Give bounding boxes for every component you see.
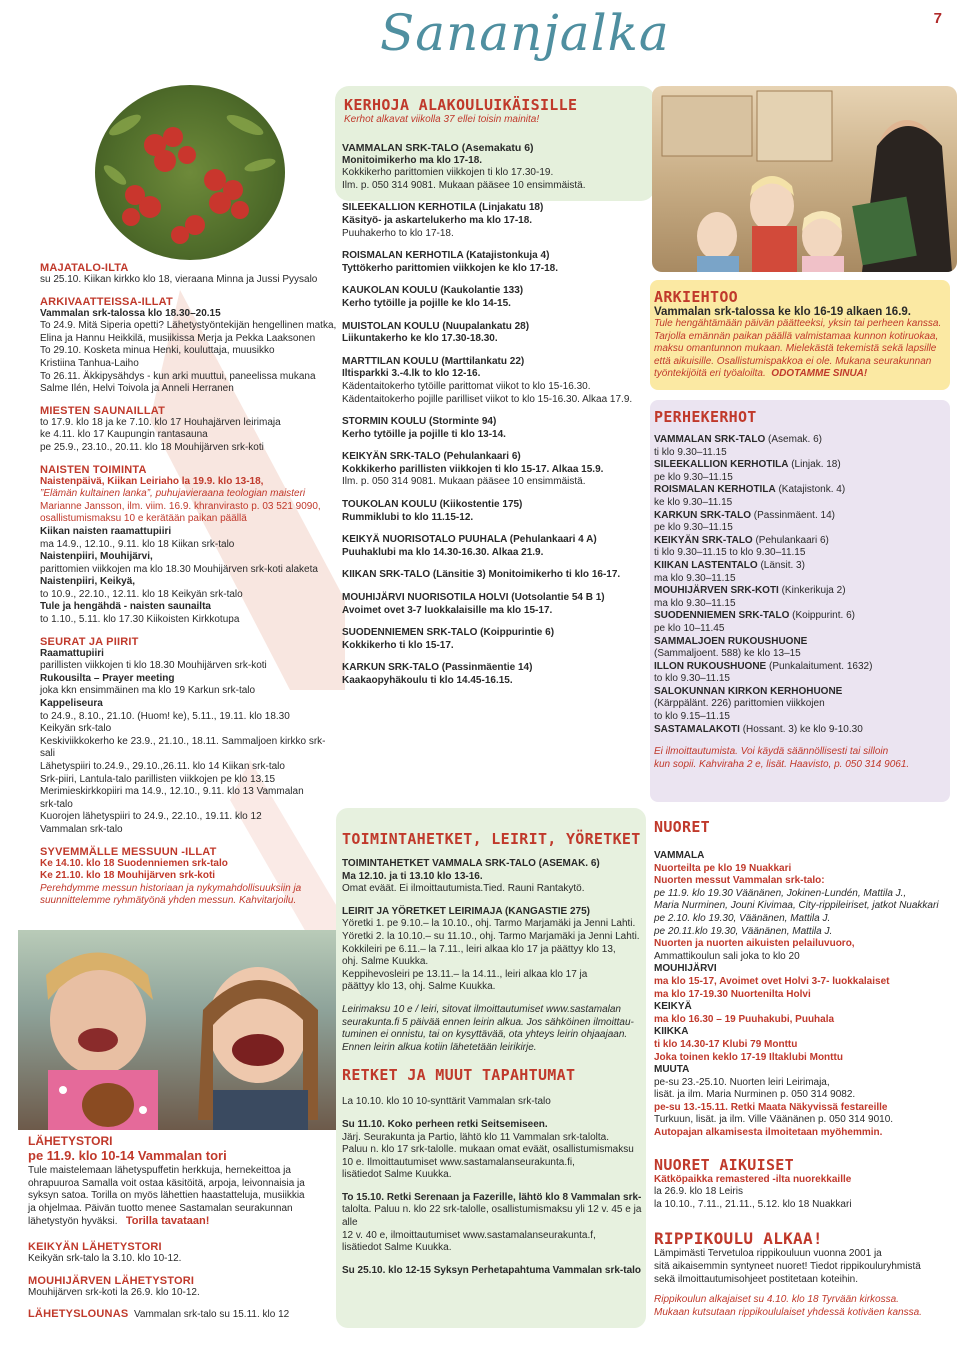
event-line: Lähetyspiiri to.24.9., 29.10.,26.11. klo 14 Kiikan srk-talo (40, 761, 285, 772)
event-line (28, 1308, 333, 1322)
area-heading: MUUTA (654, 1064, 690, 1076)
nuoret-section (654, 818, 954, 1319)
club-detail: Monitoimikerho ma klo 17-18. (342, 154, 483, 166)
event-line: ma 14.9., 12.10., 9.11. klo 18 Kiikan srk-talo (40, 538, 235, 550)
club-detail: Käsityö- ja askartelukerho ma klo 17-18. (342, 214, 533, 226)
kerhoja-header (344, 96, 644, 125)
event-line: osallistumismaksu 10 e kerätään paikan päällä (40, 513, 247, 525)
perhekerho-location (654, 535, 946, 548)
event-line: LEIRIT JA YÖRETKET LEIRIMAJA (KANGASTIE 275) (342, 905, 590, 917)
club-location: KIIKAN SRK-TALO (Länsitie 3) Monitoimikerho ti klo 16-17. (342, 569, 621, 581)
section-heading: SEURAT JA PIIRIT (40, 635, 139, 648)
event-line: TOIMINTAHETKET VAMMALA SRK-TALO (ASEMAK. 6) (342, 858, 600, 869)
event-line: Mukaan kutsutaan rippikoululaiset yhdessä kotiväen kanssa. (654, 1306, 922, 1318)
section-subtitle: Kerhot alkavat viikolla 37 ellei toisin mainita! (344, 114, 540, 125)
section-heading: TOIMINTAHETKET, LEIRIT, YÖRETKET (342, 830, 641, 848)
note-line: Ei ilmoittautumista. Voi käydä säännöllisesti tai silloin (654, 746, 889, 758)
location-address: (Passinmäent. 14) (751, 509, 835, 521)
event-line: Kuorojen lähetyspiiri to 24.9., 22.10., 19.11. klo 12 (40, 811, 262, 823)
event-line: to 24.9., 8.10., 21.10. (Huom! ke), 5.11., 19.11. klo 18.30 (40, 710, 290, 722)
slogan: Torilla tavataan! (125, 1215, 210, 1228)
club-entry (342, 627, 647, 652)
section-heading: ARKIVAATTEISSA-ILLAT (40, 295, 173, 308)
perhekerho-time: (Sammaljoent. 588) ke klo 13–15 (654, 648, 801, 660)
area-heading: KEIKYÄ (654, 1001, 692, 1013)
section-heading: LÄHETYSTORI (28, 1134, 113, 1148)
event-line: Nuorteilta pe klo 19 Nuakkari (654, 862, 792, 874)
club-entry (342, 592, 647, 617)
location-address: (Katajistonk. 4) (775, 484, 846, 496)
note-line: kun sopii. Kahviraha 2 e, lisät. Haavisto, p. 050 314 9061. (654, 758, 910, 770)
club-detail: Liikuntakerho ke klo 17.30-18.30. (342, 333, 498, 345)
event-line: pe 20.11.klo 19.30, Väänänen, Mattila J. (654, 925, 833, 937)
perhekerho-location (654, 560, 946, 573)
area-heading: MOUHIJÄRVI (654, 963, 717, 975)
club-entry (342, 285, 647, 310)
perhekerho-time: to klo 9.15–11.15 (654, 711, 730, 723)
nuoret-list (654, 850, 954, 1140)
club-detail: Ilm. p. 050 314 9081. Mukaan pääsee 10 ensimmäistä. (342, 476, 586, 488)
event-line: to 17.9. klo 18 ja ke 7.10. klo 17 Houhajärven leirimaja (40, 416, 281, 428)
club-detail: Kokkikerho parillisten viikkojen ti klo 15-17. Alkaa 15.9. (342, 463, 604, 475)
location-name: KEIKYÄN SRK-TALO (654, 534, 753, 546)
section-heading: SYVEMMÄLLE MESSUUN -ILLAT (40, 845, 217, 858)
event-line: parittomien viikkojen ma klo 18.30 Mouhijärven srk-koti alaketa (40, 563, 318, 575)
event-line: Keikyän srk-talo la 3.10. klo 10-12. (28, 1252, 182, 1264)
location-name: KARKUN SRK-TALO (654, 509, 752, 521)
club-detail: Kokkikerho ti klo 15-17. (342, 639, 454, 651)
berries-illustration (95, 85, 285, 260)
event-line: Maria Nurminen, Jouni Kivimaa, City-rippileiriset, jatkot Nuakkari (654, 900, 939, 912)
event-line: pe-su 23.-25.10. Nuorten leiri Leirimaja, (654, 1076, 830, 1088)
event-line: Kiikan naisten raamattupiiri (40, 525, 172, 537)
location-address: (Asemak. 6) (765, 434, 822, 445)
children-reading-photo (652, 86, 957, 272)
club-location: SILEEKALLION KERHOTILA (Linjakatu 18) (342, 202, 544, 214)
club-entry (342, 569, 647, 582)
event-line: Marianne Jansson, ilm. viim. 16.9. khranvirasto p. 03 521 9090, (40, 500, 321, 512)
location-address: (Kinkerikuja 2) (778, 585, 846, 597)
event-line: Tule ja hengähdä - naisten saunailta (40, 601, 211, 613)
lahetystori-section (28, 1134, 333, 1322)
location-name: SILEEKALLION KERHOTILA (654, 459, 789, 471)
event-line (654, 368, 946, 381)
event-line: ma klo 17-19.30 Nuorteniltа Holvi (654, 988, 811, 1000)
event-line: To 26.11. Äkkipysähdys - kun arki muuttui, paneelissa mukana (40, 370, 316, 382)
perhekerho-time: ti klo 9.30–11.15 to klo 9.30–11.15 (654, 547, 806, 559)
event-line: ”Elämän kultainen lanka”, puhujavieraana teologian maisteri (40, 488, 306, 500)
perhekerho-time: pe klo 9.30–11.15 (654, 471, 733, 483)
event-line: Mouhijärven srk-koti la 26.9. klo 10-12. (28, 1286, 200, 1298)
club-entry (342, 416, 647, 441)
event-line: to 10.9., 22.10., 12.11. klo 18 Keikyän srk-talo (40, 588, 243, 600)
laughing-children-photo (18, 930, 338, 1130)
club-location: MOUHIJÄRVI NUORISOTILA HOLVI (Uotsolantie 54 B 1) (342, 592, 605, 604)
location-address: (Linjak. 18) (788, 459, 841, 471)
event-line: Ma 12.10. ja ti 13.10 klo 13-16. (342, 870, 483, 882)
club-entry (342, 356, 647, 406)
section-heading: ARKIEHTOO (654, 288, 738, 306)
club-detail: Kerho tytöille ja pojille ti klo 13-14. (342, 428, 506, 440)
perhekerho-time: ma klo 9.30–11.15 (654, 597, 736, 609)
event-line: Raamattupiiri (40, 647, 104, 659)
perhekerho-location (654, 510, 946, 523)
location-address: (Hossant. 3) ke klo 9-10.30 (739, 723, 863, 735)
newsletter-title: Sananjalka (380, 4, 670, 62)
event-line: syksyn satoa. Torilla on myös lähettien haastatteluja, musiikkia (28, 1190, 305, 1202)
event-line: Keikyän srk-talo (40, 723, 112, 735)
club-location: MARTTILAN KOULU (Marttilankatu 22) (342, 355, 525, 367)
event-line: Naistenpiiri, Keikyä, (40, 576, 136, 588)
event-line: lisätiedot Salme Kuukka. (342, 1169, 452, 1181)
event-headline: Vammalan srk-talossa ke klo 16-19 alkaen 16.9. (654, 306, 911, 318)
event-line: seurakunta.fi 5 päivää ennen leirin alkua. Jos sähköinen ilmoittau- (342, 1016, 634, 1028)
event-headline: pe 11.9. klo 10-14 Vammalan tori (28, 1148, 227, 1163)
event-line: tuminen ei onnistu, tai on kysyttävää, ota yhteys leirin ohjaajaan. (342, 1029, 628, 1041)
location-address: (Koippurint. 6) (789, 610, 855, 622)
event-line: Merimieskirkkopiiri ma 14.9., 12.10., 9.11. klo 13 Vammalan (40, 786, 304, 798)
event-line: Vammalan srk-talossa klo 18.30–20.15 (40, 307, 221, 319)
perhekerho-location (654, 686, 946, 699)
perhekerhot-list (654, 434, 946, 736)
location-name: MOUHIJÄRVEN SRK-KOTI (654, 585, 779, 597)
perhekerho-location (654, 459, 946, 472)
club-detail: Avoimet ovet 3-7 luokkalaisille ma klo 15-17. (342, 604, 553, 616)
event-line: Salme Ilén, Helvi Toivola ja Anneli Herranen (40, 383, 234, 395)
event-line: ma klo 15-17, Avoimet ovet Holvi 3-7- luokkalaiset (654, 975, 890, 987)
perhekerho-time: (Kärppälänt. 226) parittomien viikkojen (654, 698, 825, 710)
event-line: Tarjolla emännän paikan päällä valmistamaa kunnon kotiruokaa, (654, 330, 939, 342)
event-line: maksu omantunnon mukaan. Mielekästä tekemistä sekä lapsille (654, 343, 937, 355)
event-line: Naistenpiiri, Mouhijärvi, (40, 551, 153, 563)
event-line: srk-talo (40, 798, 73, 810)
club-entry (342, 499, 647, 524)
club-entry (342, 534, 647, 559)
event-line: Kätköpaikka remastered -ilta nuorekkaille (654, 1173, 852, 1185)
club-location: VAMMALAN SRK-TALO (Asemakatu 6) (342, 142, 534, 154)
perhekerho-location (654, 636, 946, 649)
event-line: Srk-piiri, Lantula-talo parillisten viikkojen pe klo 13.15 (40, 773, 276, 785)
event-line: Ammattikoulun sali joka to klo 20 (654, 950, 800, 962)
club-location: STORMIN KOULU (Storminte 94) (342, 416, 497, 428)
event-line: suunnittelemme ryhmätyönä yhden messun. Kahvitarjoilu. (40, 895, 297, 907)
page-number: 7 (933, 10, 942, 27)
event-line (28, 1215, 333, 1229)
club-location: KEIKYÄN SRK-TALO (Pehulankaari 6) (342, 451, 521, 463)
club-location: KARKUN SRK-TALO (Passinmäentie 14) (342, 662, 533, 674)
event-line: to 1.10., 5.11. klo 17.30 Kiikoisten Kirkkotupa (40, 614, 240, 626)
event-line: Joka toinen keklo 17-19 Iltaklubi Monttu (654, 1051, 843, 1063)
club-entry (342, 451, 647, 489)
club-detail: Puuhaklubi ma klo 14.30-16.30. Alkaa 21.9. (342, 546, 544, 558)
event-line: talolta. Paluu n. klo 22 srk-talolle, osallistumismaksu yli 12 v. 45 e ja alle (342, 1204, 642, 1229)
perhekerhot-section (654, 408, 946, 771)
location-name: SASTAMALAKOTI (654, 723, 740, 735)
section-heading: MAJATALO-ILTA (40, 262, 129, 274)
event-line: la 26.9. klo 18 Leiris (654, 1186, 743, 1198)
event-line: ma klo 16.30 – 19 Puuhakubi, Puuhala (654, 1013, 835, 1025)
event-line: ti klo 14.30-17 Klubi 79 Monttu (654, 1038, 798, 1050)
event-line: Leirimaksu 10 e / leiri, sitovat ilmoittautumiset www.sastamalan (342, 1003, 621, 1015)
event-line: Paluu n. klo 17 srk-talolle. mukaan omat eväät, osallistumismaksu (342, 1144, 634, 1156)
club-location: SUODENNIEMEN SRK-TALO (Koippurintie 6) (342, 627, 555, 639)
location-name: ROISMALAN KERHOTILA (654, 484, 776, 496)
event-line: Tule hengähtämään päivän päätteeksi, yksin tai perheen kanssa. (654, 318, 942, 329)
event-line: Rukousilta – Prayer meeting (40, 672, 175, 684)
club-location: ROISMALAN KERHOTILA (Katajistonkuja 4) (342, 250, 550, 262)
club-detail: Puuhakerho to klo 17-18. (342, 227, 454, 239)
event-line: Su 11.10. Koko perheen retki Seitsemiseen. (342, 1118, 548, 1130)
location-address: (Punkalaitument. 1632) (766, 660, 873, 672)
event-line: Järj. Seurakunta ja Partio, lähtö klo 11 Vammalan srk-talolta. (342, 1131, 609, 1143)
event-line: Ke 14.10. klo 18 Suodenniemen srk-talo (40, 857, 228, 869)
club-location: TOUKOLAN KOULU (Kiikostentie 175) (342, 499, 523, 511)
event-line: päättyy klo 13, ohj. Salme Kuukka. (342, 981, 496, 993)
toiminta-section (342, 830, 642, 1277)
event-line: Kokkileiri pe 6.11.– la 7.11., leiri alkaa klo 17 ja päättyy klo 13, (342, 943, 616, 955)
section-heading: LÄHETYSLOUNAS (28, 1308, 129, 1321)
event-line: Nuorten ja nuorten aikuisten pelailuvuoro, (654, 938, 855, 950)
section-heading: NUORET (654, 818, 710, 836)
area-heading: KIIKKA (654, 1026, 689, 1038)
event-line: Yöretki 2. la 10.10.– su 11.10., ohj. Tarmo Marjamäki ja Jenni Lahti. (342, 930, 640, 942)
club-location: MUISTOLAN KOULU (Nuupalankatu 28) (342, 320, 530, 332)
club-detail: Iltisparkki 3.-4.lk to klo 12-16. (342, 368, 481, 380)
section-heading: NAISTEN TOIMINTA (40, 463, 147, 476)
event-line: parillisten viikkojen ti klo 18.30 Mouhijärven srk-koti (40, 660, 267, 672)
event-line: To 15.10. Retki Serenaan ja Fazerille, lähtö klo 8 Vammalan srk- (342, 1191, 642, 1203)
event-line: su 25.10. Kiikan kirkko klo 18, vieraana Minna ja Jussi Pyysalo (40, 274, 318, 285)
event-line: sitä aikaisemmin syntyneet nuoret! Tiedot rippikouluryhmistä (654, 1261, 921, 1273)
location-name: KIIKAN LASTENTALO (654, 559, 758, 571)
event-line: Keskiviikkokerho ke 23.9., 21.10., 18.11. Sammaljoen kirkko srk-sali (40, 735, 326, 760)
club-location: KAUKOLAN KOULU (Kaukolantie 133) (342, 285, 524, 297)
perhekerho-location (654, 661, 946, 674)
section-heading: MOUHIJÄRVEN LÄHETYSTORI (28, 1274, 195, 1287)
event-line: To 24.9. Mitä Siperia opetti? Lähetystyöntekijän hengellinen matka, (40, 320, 337, 332)
slogan: ODOTAMME SINUA! (771, 368, 868, 380)
event-line: Nuorten messut Vammalan srk-talo: (654, 875, 825, 887)
section-heading: KERHOJA ALAKOULUIKÄISILLE (344, 96, 578, 114)
event-line: La 10.10. klo 10 10-synttärit Vammalan srk-talo (342, 1096, 551, 1108)
event-line: joka kkn ensimmäinen ma klo 19 Karkun srk-talo (40, 685, 256, 697)
event-line: Yöretki 1. pe 9.10.– la 10.10., ohj. Tarmo Marjamäki ja Jenni Lahti. (342, 918, 636, 930)
perhekerho-location (654, 434, 946, 447)
perhekerho-time: ma klo 9.30–11.15 (654, 572, 736, 584)
event-line: Rippikoulun alkajaiset su 4.10. klo 18 Tyrvään kirkossa. (654, 1294, 899, 1306)
event-line: 10 e. Ilmoittautumiset www.sastamalanseurakunta.fi, (342, 1156, 575, 1168)
event-line: la 10.10., 7.11., 21.11., 5.12. klo 18 Nuakkari (654, 1198, 852, 1210)
section-heading: RIPPIKOULU ALKAA! (654, 1229, 823, 1249)
club-detail: Kokkikerho parittomien viikkojen ti klo 17.30-19. (342, 167, 554, 179)
club-detail: Ilm. p. 050 314 9081. Mukaan pääsee 10 ensimmäistä. (342, 179, 586, 191)
perhekerho-location (654, 724, 946, 737)
event-line: lisät. ja ilm. Maria Nurminen p. 050 314 9082. (654, 1089, 856, 1101)
event-line: pe 11.9. klo 19.30 Väänänen, Jokinen-Lundén, Mattila J., (654, 887, 907, 899)
children-illustration (18, 930, 338, 1130)
event-line: Tule maistelemaan lähetyspuffetin herkkuja, hernekeittoa ja (28, 1165, 291, 1176)
reading-illustration (652, 86, 957, 272)
club-detail: Kerho tytöille ja pojille ke klo 14-15. (342, 297, 511, 309)
rowan-berries-photo (95, 85, 285, 260)
club-entry (342, 321, 647, 346)
event-line: ke 4.11. klo 17 Kaupungin rantasauna (40, 429, 208, 441)
event-line: Keppihevosleiri pe 13.11.– la 14.11., leiri alkaa klo 17 ja (342, 968, 588, 980)
event-line: 12 v. 40 e, ilmoittautumiset www.sastamalanseurakunta.f, (342, 1229, 596, 1241)
location-name: ILLON RUKOUSHUONE (654, 660, 767, 672)
club-entry (342, 202, 647, 240)
arkiehtoo-section (654, 288, 946, 381)
masthead (340, 0, 960, 70)
event-line: To 29.10. Kosketa minua Henki, kouluttaja, muusikko (40, 345, 275, 357)
club-detail: Rummiklubi to klo 11.15-12. (342, 511, 474, 523)
event-text: työntekijöitä eri työaloilta. (654, 368, 766, 380)
perhekerho-location (654, 610, 946, 623)
event-line: Omat eväät. Ei ilmoittautumista.Tied. Rauni Rantakytö. (342, 883, 585, 895)
event-line: ja ohjelmaa. Päivän tuotto menee Sastamalan seurakunnan (28, 1202, 293, 1214)
club-entry (342, 250, 647, 275)
club-entry (342, 662, 647, 687)
perhekerho-location (654, 484, 946, 497)
section-heading: RETKET JA MUUT TAPAHTUMAT (342, 1066, 576, 1085)
location-name: SALOKUNNAN KIRKON KERHOHUONE (654, 685, 843, 697)
perhekerho-time: pe klo 10–11.45 (654, 622, 725, 634)
event-text: lähetystyön hyväksi. (28, 1216, 118, 1228)
event-line: Elina ja Hannu Heikkilä, musiikissa Merja ja Pekka Laaksonen (40, 332, 316, 344)
event-line: ohrapuuroa Samalla voit ostaa käsitöitä, arpoja, leivonnaisia ja (28, 1177, 305, 1189)
club-detail: Kaakaopyhäkoulu ti klo 14.45-16.15. (342, 675, 513, 686)
perhekerho-location (654, 585, 946, 598)
location-name: SUODENNIEMEN SRK-TALO (654, 610, 790, 622)
club-location: KEIKYÄ NUORISOTALO PUUHALA (Pehulankaari 4 A) (342, 534, 597, 546)
event-text: Vammalan srk-talo su 15.11. klo 12 (133, 1309, 290, 1321)
event-line: Perehdymme messun historiaan ja nykymahdollisuuksiin ja (40, 882, 302, 894)
club-entry (342, 142, 647, 192)
event-line: Ennen leirin alkua kotiin lähetetään leirikirje. (342, 1041, 537, 1053)
perhekerho-time: to klo 9.30–11.15 (654, 673, 730, 685)
club-detail: Kädentaitokerho pojille parilliset viikot to klo 15-16.30. Alkaa 17.9. (342, 393, 633, 405)
perhekerho-time: ke klo 9.30–11.15 (654, 496, 733, 508)
area-heading: VAMMALA (654, 850, 705, 861)
event-line: että aikuisille. Osallistumispakkoa ei ole. Mukana seurakunnan (654, 355, 932, 367)
location-name: VAMMALAN SRK-TALO (654, 434, 766, 445)
location-address: (Länsit. 3) (757, 559, 805, 571)
column-2-clubs (342, 142, 647, 698)
event-line: ohj. Salme Kuukka. (342, 956, 429, 968)
event-line: pe-su 13.-15.11. Retki Maata Näkyvissä festareille (654, 1101, 888, 1113)
section-heading: PERHEKERHOT (654, 408, 757, 426)
event-line: Kristiina Tanhua-Laiho (40, 357, 139, 369)
event-line: Lämpimästi Tervetuloa rippikouluun vuonna 2001 ja (654, 1248, 882, 1260)
event-line: Vammalan srk-talo (40, 823, 123, 835)
event-line: lisätiedot Salme Kuukka. (342, 1242, 452, 1254)
event-line: Autopajan alkamisesta ilmoitetaan myöhemmin. (654, 1127, 883, 1139)
event-line: pe 2.10. klo 19.30, Väänänen, Mattila J. (654, 912, 831, 924)
section-heading: MIESTEN SAUNAILLAT (40, 404, 166, 417)
event-line: Ke 21.10. klo 18 Mouhijärven srk-koti (40, 870, 216, 882)
event-line: Turkuun, lisät. ja ilm. Ville Väänänen p. 050 314 9010. (654, 1114, 894, 1126)
location-address: (Pehulankaari 6) (752, 534, 829, 546)
location-name: SAMMALJOEN RUKOUSHUONE (654, 635, 808, 647)
perhekerho-time: ti klo 9.30–11.15 (654, 446, 727, 458)
event-line: Su 25.10. klo 12-15 Syksyn Perhetapahtuma Vammalan srk-talo (342, 1264, 642, 1276)
event-line: sekä ilmoittautumisohjeet postitetaan koteihin. (654, 1273, 859, 1285)
section-heading: KEIKYÄN LÄHETYSTORI (28, 1240, 162, 1253)
perhekerho-time: pe klo 9.30–11.15 (654, 522, 733, 534)
column-1 (40, 262, 340, 908)
club-detail: Kädentaitokerho tytöille parittomat viikot to klo 15-16.30. (342, 380, 591, 392)
event-line: Kappeliseura (40, 698, 103, 710)
section-heading: NUORET AIKUISET (654, 1155, 794, 1174)
event-line: Naistenpäivä, Kiikan Leiriaho la 19.9. klo 13-18, (40, 475, 264, 487)
event-line: pe 25.9., 23.10., 20.11. klo 18 Mouhijärven srk-koti (40, 441, 264, 453)
club-detail: Tyttökerho parittomien viikkojen ke klo 17-18. (342, 262, 558, 274)
